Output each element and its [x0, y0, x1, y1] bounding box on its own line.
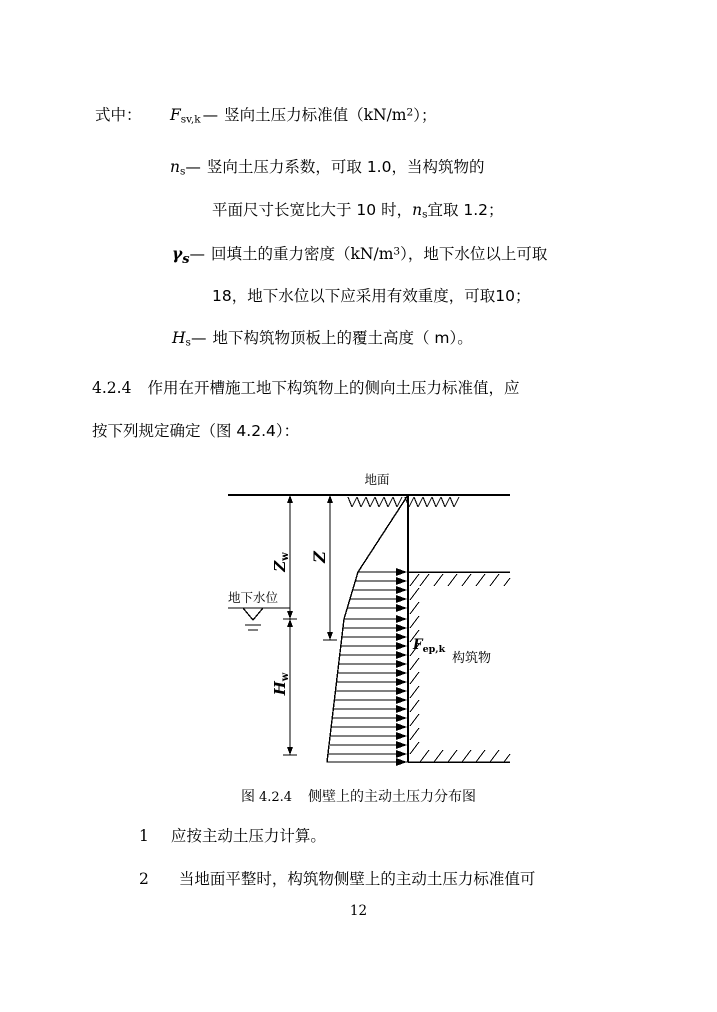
unit-kn-m3: $kN/m^3$	[350, 245, 401, 263]
label-zw	[271, 552, 291, 573]
list-item-2	[139, 872, 535, 888]
definition-item-gamma-continuation: 18，地下水位以下应采用有效重度，可取10；	[212, 287, 531, 305]
svg-text:Hw: $H_w$	[271, 672, 291, 696]
symbol-h: $H_s$	[172, 329, 191, 349]
definitions-lead-in	[95, 108, 142, 124]
symbol-f: $F_{sv,k}$	[170, 106, 201, 126]
list-item-2-number: 2	[139, 870, 149, 888]
list-item-1	[139, 829, 326, 845]
label-z	[310, 550, 329, 564]
label-force-fepk: $F_{ep,k}$	[413, 637, 446, 655]
lead-in-text: 式中：	[95, 106, 142, 124]
definition-cont-pre: 平面尺寸长宽比大于 10 时，	[212, 201, 413, 219]
definition-item-fsvk	[170, 108, 436, 125]
definition-text-end: ）；	[413, 106, 437, 125]
unit-kn-m2: $kN/m^2$	[363, 106, 414, 125]
definition-item-gamma-s	[172, 246, 547, 267]
svg-text:Z: Z	[310, 551, 329, 563]
figure-caption	[0, 786, 717, 806]
em-dash: —	[189, 245, 206, 263]
definition-text: 回填土的重力密度（	[211, 245, 351, 263]
clause-number: 4.2.4	[92, 379, 132, 397]
label-hw	[271, 672, 291, 696]
em-dash: —	[202, 106, 219, 125]
list-item-1-number: 1	[139, 827, 149, 845]
symbol-n: $n_s$	[170, 158, 186, 178]
label-groundwater-level: 地下水位	[228, 590, 279, 605]
svg-text:Zw: $Z_w$	[271, 552, 291, 572]
symbol-gamma: $\gamma_s$	[172, 244, 190, 268]
pressure-arrowheads	[396, 568, 407, 766]
symbol-n-inline: $n_s$	[412, 201, 428, 221]
active-earth-pressure-diagram	[0, 462, 717, 812]
figure-4-2-4	[0, 462, 717, 812]
caption-prefix: 图	[240, 789, 255, 805]
page-number: 12	[349, 903, 368, 919]
definition-text: 地下构筑物顶板上的覆土高度（ m）。	[212, 329, 473, 347]
definition-text-end: ），地下水位以上可取	[400, 245, 548, 263]
em-dash: —	[185, 158, 201, 176]
definition-text: 竖向土压力系数，可取 1.0，当构筑物的	[206, 158, 485, 176]
structure-wall-hatching	[410, 574, 419, 754]
structure-top-hatching	[420, 574, 510, 586]
definition-cont-post: 宜取 1.2；	[427, 201, 504, 219]
clause-4-2-4	[92, 381, 519, 397]
definition-item-ns	[170, 160, 484, 177]
label-ground-surface: 地面	[364, 472, 390, 487]
caption-number: 4.2.4	[258, 790, 293, 805]
structure-bottom-hatching	[420, 750, 510, 762]
definition-item-ns-continuation	[212, 203, 504, 220]
clause-line-2: 按下列规定确定（图 4.2.4）：	[92, 422, 300, 440]
definition-text: 竖向土压力标准值（	[224, 106, 364, 125]
caption-text: 侧壁上的主动土压力分布图	[308, 789, 477, 805]
clause-line-1: 作用在开槽施工地下构筑物上的侧向土压力标准值，应	[147, 379, 520, 397]
em-dash: —	[190, 329, 207, 347]
list-item-2-text: 当地面平整时，构筑物侧壁上的主动土压力标准值可	[178, 870, 536, 888]
list-item-1-text: 应按主动土压力计算。	[170, 827, 326, 845]
water-table-triangle	[243, 608, 263, 620]
definition-item-hs	[172, 331, 473, 348]
label-structure: 构筑物	[452, 651, 492, 666]
